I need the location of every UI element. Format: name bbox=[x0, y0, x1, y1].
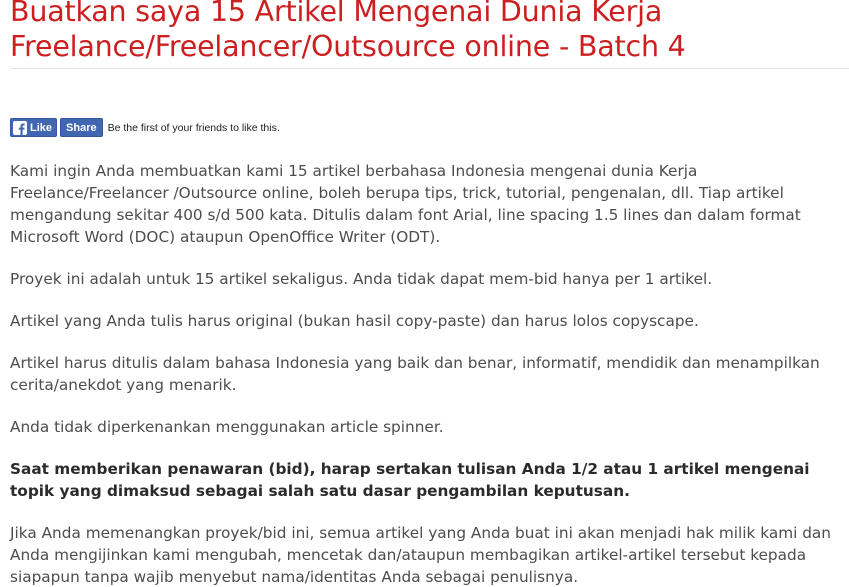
friends-like-text: Be the first of your friends to like this. bbox=[107, 121, 280, 134]
facebook-social-bar bbox=[10, 118, 280, 137]
article-paragraph: Kami ingin Anda membuatkan kami 15 artikel berbahasa Indonesia mengenai dunia Kerja Freelance/Freelancer /Outsource online, boleh berupa tips, trick, tutorial, pengenalan, dll. Tiap artikel mengandung sekitar 400 s/d 500 kata. Ditulis dalam font Arial, line spacing 1.5 lines dan dalam format Microsoft Word (DOC) ataupun OpenOffice Writer (ODT). bbox=[10, 162, 801, 246]
article-title: Buatkan saya 15 Artikel Mengenai Dunia Kerja Freelance/Freelancer/Outsource online - Batch 4 bbox=[10, 0, 686, 63]
facebook-like-button[interactable] bbox=[10, 118, 57, 137]
facebook-icon bbox=[13, 121, 27, 135]
article-paragraph-bold: Saat memberikan penawaran (bid), harap sertakan tulisan Anda 1/2 atau 1 artikel mengenai topik yang dimaksud sebagai salah satu dasar pengambilan keputusan. bbox=[10, 460, 810, 500]
article-paragraph: Artikel yang Anda tulis harus original (bukan hasil copy-paste) dan harus lolos copyscape. bbox=[10, 312, 699, 330]
article-paragraph: Artikel harus ditulis dalam bahasa Indonesia yang baik dan benar, informatif, mendidik dan menampilkan cerita/anekdot yang menarik. bbox=[10, 354, 820, 394]
facebook-share-button[interactable] bbox=[60, 118, 103, 137]
article-body bbox=[10, 160, 846, 587]
article-paragraph: Proyek ini adalah untuk 15 artikel sekaligus. Anda tidak dapat mem-bid hanya per 1 artikel. bbox=[10, 270, 713, 288]
share-button-label: Share bbox=[66, 121, 97, 134]
article-paragraph: Jika Anda memenangkan proyek/bid ini, semua artikel yang Anda buat ini akan menjadi hak milik kami dan Anda mengijinkan kami mengubah, mencetak dan/ataupun membagikan artikel-artikel tersebut kepada siapapun tanpa wajib menyebut nama/identitas Anda sebagai penulisnya. bbox=[10, 524, 831, 586]
like-button-label: Like bbox=[30, 121, 53, 134]
article-paragraph: Anda tidak diperkenankan menggunakan article spinner. bbox=[10, 418, 444, 436]
title-divider bbox=[10, 68, 849, 69]
